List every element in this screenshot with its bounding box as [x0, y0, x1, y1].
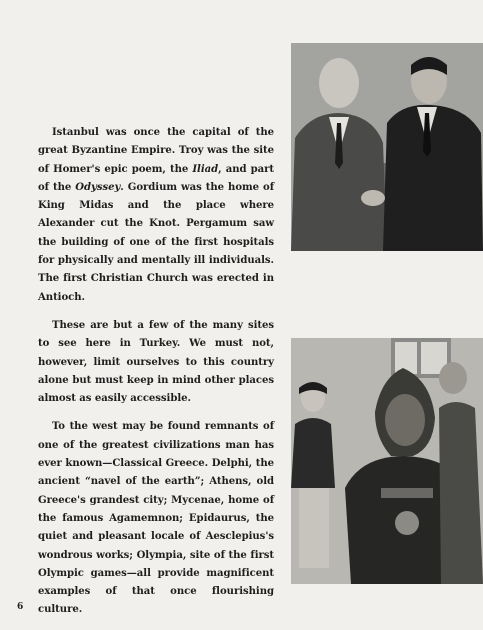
paragraph-3-text: To the west may be found remnants of one of the greatest civilizations man has ever known—Classical Greece. Delphi, the ancient “navel of the earth”; Athens, old Greece's grandest city; Mycenae, home of the famous Agamemnon; Epidaurus, the quiet and pleasant locale of Aesclepius's wondrous works; Olympia, site of the first Olympic games—all provide magnificent examples of that once flourishing culture.	[38, 421, 274, 616]
paragraph-3	[38, 418, 274, 619]
paragraph-2-text: These are but a few of the many sites to see here in Turkey. We must not, however, limit ourselves to this country alone but must keep in mind other places almost as easily accessible.	[38, 319, 274, 405]
title-odyssey: Odyssey	[75, 181, 121, 193]
paragraph-1-text-b: , and part of the	[38, 163, 274, 193]
crowd-photo-image	[291, 338, 483, 584]
body-text-column	[38, 124, 274, 630]
title-iliad: Iliad	[192, 163, 219, 175]
photo-muddy-student-crowd	[291, 338, 483, 584]
handshake-photo-image	[291, 43, 483, 251]
paragraph-2	[38, 317, 274, 408]
paragraph-1-text-a: Istanbul was once the capital of the great Byzantine Empire. Troy was the site of Homer's epic poem, the	[38, 127, 274, 175]
paragraph-1-text-c: . Gordium was the home of King Midas and the place where Alexander cut the Knot. Pergamum saw the building of one of the first hospitals for physically and mentally ill individuals. The first Christian Church was erected in Antioch.	[38, 181, 274, 303]
paragraph-1	[38, 124, 274, 307]
page-number: 6	[17, 602, 24, 612]
photo-two-men-handshake	[291, 43, 483, 251]
